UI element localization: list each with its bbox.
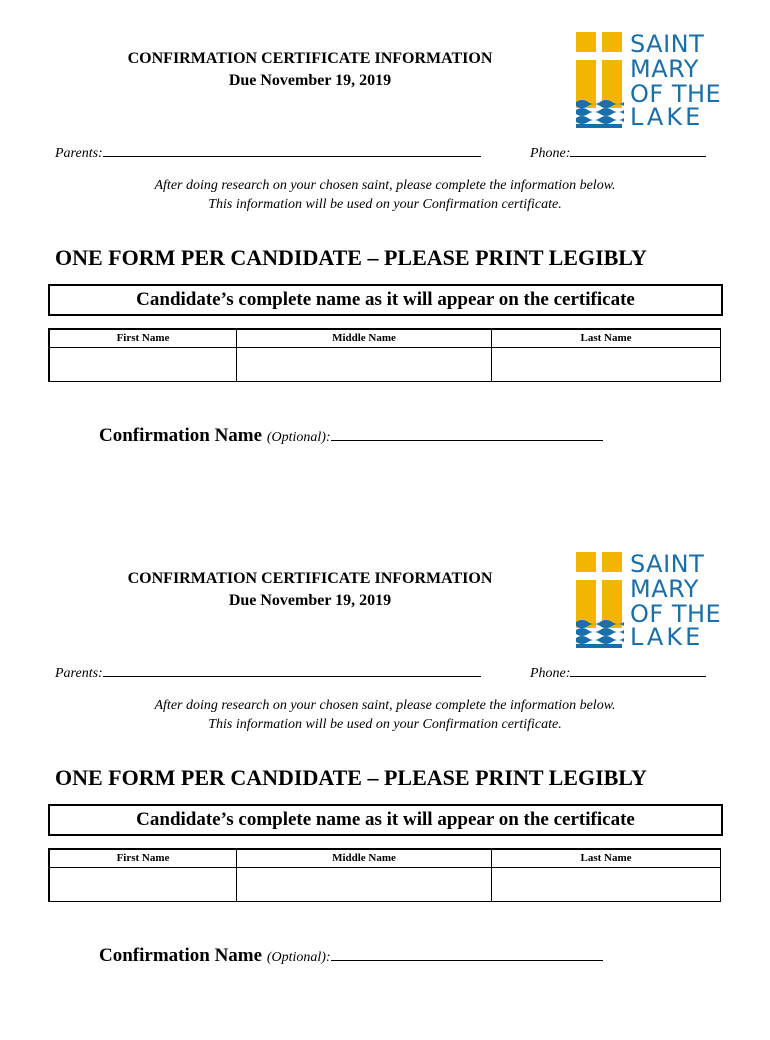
phone-field[interactable] <box>530 143 706 163</box>
saint-mary-logo <box>576 30 722 131</box>
parents-label: Parents: <box>55 146 103 161</box>
optional-label: (Optional): <box>266 950 331 965</box>
col-last-name: Last Name <box>492 329 721 348</box>
parents-field[interactable] <box>55 663 481 683</box>
phone-label: Phone: <box>530 666 571 681</box>
form-title: CONFIRMATION CERTIFICATE INFORMATION <box>127 570 493 587</box>
due-date: Due November 19, 2019 <box>228 72 392 89</box>
saint-mary-logo <box>576 550 722 651</box>
logo-line-2: MARY <box>630 575 699 603</box>
instruction-line-1: After doing research on your chosen saint, please complete the information below. <box>154 698 616 713</box>
logo-line-3: OF THE <box>630 80 722 108</box>
logo-line-1: SAINT <box>630 550 705 578</box>
instruction-line-1: After doing research on your chosen saint, please complete the information below. <box>154 178 616 193</box>
first-name-cell[interactable] <box>49 348 237 382</box>
confirmation-name-label: Confirmation Name <box>99 425 263 446</box>
middle-name-cell[interactable] <box>237 348 492 382</box>
logo-line-4: LAKE <box>630 623 704 651</box>
logo-cross-icon <box>576 32 630 128</box>
parents-field[interactable] <box>55 143 481 163</box>
certificate-form-2 <box>0 520 770 1040</box>
middle-name-cell[interactable] <box>237 868 492 902</box>
col-middle-name: Middle Name <box>237 849 492 868</box>
last-name-cell[interactable] <box>492 868 721 902</box>
phone-label: Phone: <box>530 146 571 161</box>
optional-label: (Optional): <box>266 430 331 445</box>
first-name-cell[interactable] <box>49 868 237 902</box>
confirmation-name-label: Confirmation Name <box>99 945 263 966</box>
confirmation-name-input-line[interactable] <box>331 424 603 441</box>
form-heading: ONE FORM PER CANDIDATE – PLEASE PRINT LEGIBLY <box>55 765 647 790</box>
logo-line-2: MARY <box>630 55 699 83</box>
parents-label: Parents: <box>55 666 103 681</box>
name-table <box>48 848 721 902</box>
logo-line-4: LAKE <box>630 103 704 131</box>
confirmation-name-field[interactable] <box>99 943 603 971</box>
instruction-line-2: This information will be used on your Confirmation certificate. <box>208 717 562 732</box>
phone-input-line[interactable] <box>570 663 706 677</box>
logo-line-1: SAINT <box>630 30 705 58</box>
logo-line-3: OF THE <box>630 600 722 628</box>
name-table <box>48 328 721 382</box>
col-last-name: Last Name <box>492 849 721 868</box>
confirmation-name-field[interactable] <box>99 423 603 451</box>
form-heading: ONE FORM PER CANDIDATE – PLEASE PRINT LEGIBLY <box>55 245 647 270</box>
confirmation-name-input-line[interactable] <box>331 944 603 961</box>
col-first-name: First Name <box>49 329 237 348</box>
col-first-name: First Name <box>49 849 237 868</box>
name-box-label: Candidate’s complete name as it will appear on the certificate <box>48 804 723 836</box>
parents-input-line[interactable] <box>103 663 481 677</box>
logo-cross-icon <box>576 552 630 648</box>
instruction-line-2: This information will be used on your Confirmation certificate. <box>208 197 562 212</box>
parents-input-line[interactable] <box>103 143 481 157</box>
col-middle-name: Middle Name <box>237 329 492 348</box>
phone-input-line[interactable] <box>570 143 706 157</box>
form-title: CONFIRMATION CERTIFICATE INFORMATION <box>127 50 493 67</box>
name-box-label: Candidate’s complete name as it will appear on the certificate <box>48 284 723 316</box>
phone-field[interactable] <box>530 663 706 683</box>
last-name-cell[interactable] <box>492 348 721 382</box>
due-date: Due November 19, 2019 <box>228 592 392 609</box>
